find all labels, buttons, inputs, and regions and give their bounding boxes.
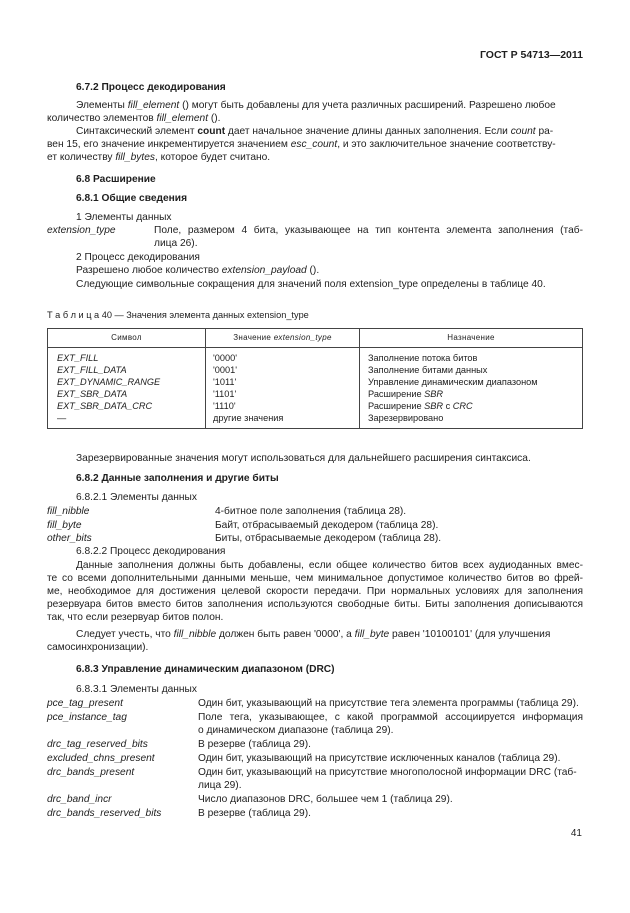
cell-value: '1110' [213, 401, 236, 411]
paragraph-reserved-values: Зарезервированные значения могут использоваться для дальнейшего расширения синтаксиса. [76, 453, 531, 464]
paragraph-count: Синтаксический элемент count дает начальное значение длины данных заполнения. Если count ра- вен 15, его значение инкрементируется значением esc_count, и это заключительное значение соответству- ет количеству fill_bytes, которое будет считано. [47, 126, 556, 163]
cell-value: другие значения [213, 413, 284, 423]
list-label-data-elements: 1 Элементы данных [76, 212, 172, 223]
section-heading-6-8-1: 6.8.1 Общие сведения [76, 193, 188, 204]
paragraph-abbreviations: Следующие символьные сокращения для значений поля extension_type определены в таблице 40. [76, 279, 546, 290]
document-page: ГОСТ Р 54713—2011 6.7.2 Процесс декодирования Элементы fill_element () могут быть добавлены для учета различных расширений. Разрешено любое количество элементов fill_element (). Синтаксический элемент count дает начальное значение длины данных заполнения. Если count ра- вен 15, его значение инкрементируется значением esc_count, и это заключительное значение соответству- ет количеству fill_bytes, которое будет считано. 6.8 Расширение 6.8.1 Общие сведения 1 Элементы данных extension_type Поле, размером 4 бита, указывающее на тип контента элемента заполнения (таб- лица 26). 2 Процесс декодирования Разрешено любое количество extension_payload (). Следующие символьные сокращения для значений поля extension_type определены в таблице 40. Т а б л и ц а 40 — Значения элемента данных extension_type Символ Значение extension_type Назначение EXT_FILL EXT_FILL_DATA EXT_DYNAMIC_RANGE EXT_SBR_DATA EXT_SBR_DATA_CRC — '0000' '0001' '1011' '1101' '1110' другие значения Заполнение потока битов Заполнение битами данных Управление динамическим диапазоном Расширение SBR Расширение SBR с CRC Зарезервировано Зарезервированные значения могут использоваться для дальнейшего расширения синтаксиса. 6.8.2 Данные заполнения и другие биты 6.8.2.1 Элементы данных fill_nibble 4-битное поле заполнения (таблица 28). fill_byte Байт, отбрасываемый декодером (таблица 28). other_bits Биты, отбрасываемые декодером (таблица 28). 6.8.2.2 Процесс декодирования Данные заполнения должны быть добавлены, если общее количество битов всех аудиоданных вмес- те со всеми дополнительными данными меньше, чем минимальное допустимое количество битов во фрей- ме, необходимое для достижения целевой скорости передачи. При нормальных условиях для заполнения резервуара битов вместо битов заполнения используются свободные биты. Биты заполнения дописываются так, что если резервуар битов полон. Следует учесть, что fill_nibble должен быть равен '0000', а fill_byte равен '10100101' (для улучшения самосинхронизации). 6.8.3 Управление динамическим диапазоном (DRC) 6.8.3.1 Элементы данных pce_tag_present Один бит, указывающий на присутствие тега элемента программы (таблица 29). pce_instance_tag Поле тега, указывающее, с какой программой ассоциируется информация о динамическом диапазоне (таблица 29). drc_tag_reserved_bits В резерве (таблица 29). excluded_chns_present Один бит, указывающий на присутствие исключенных каналов (таблица 29). drc_bands_present Один бит, указывающий на присутствие многополосной информации DRC (таб- лица 29). drc_band_incr Число диапазонов DRC, большее чем 1 (таблица 29). drc_bands_reserved_bits В резерве (таблица 29). 41 [47, 49, 583, 839]
column-header-value: Значение extension_type [206, 329, 360, 348]
table-caption: Т а б л и ц а 40 — Значения элемента данных extension_type [47, 310, 309, 320]
cell-symbol: EXT_DYNAMIC_RANGE [57, 377, 161, 387]
paragraph-fill-element: Элементы fill_element () могут быть добавлены для учета различных расширений. Разрешено любое количество элементов fill_element (). [47, 100, 556, 124]
cell-symbol: EXT_SBR_DATA [57, 389, 128, 399]
cell-value: '1101' [213, 389, 237, 399]
standard-number: ГОСТ Р 54713—2011 [479, 49, 583, 61]
cell-symbol: — [57, 413, 67, 423]
def-extension-type-line2: лица 26). [154, 238, 198, 249]
cell-purpose: Управление динамическим диапазоном [368, 377, 538, 387]
list-label-6-8-2-1: 6.8.2.1 Элементы данных [76, 492, 197, 503]
cell-symbol: EXT_FILL_DATA [57, 365, 127, 375]
list-label-6-8-3-1: 6.8.3.1 Элементы данных [76, 684, 197, 695]
cell-purpose: Заполнение битами данных [368, 365, 488, 375]
cell-symbol: EXT_FILL [57, 353, 99, 363]
table-body [48, 348, 583, 429]
list-label-decoding: 2 Процесс декодирования [76, 252, 200, 263]
term-extension-type: extension_type [47, 225, 116, 236]
cell-value: '0001' [213, 365, 237, 375]
paragraph-fill-data: Данные заполнения должны быть добавлены, если общее количество битов всех аудиоданных вмес- те со всеми дополнительными данными меньше, чем минимальное допустимое количество битов во фрей- ме, необходимое для достижения целевой скорости передачи. При нормальных условиях для заполнения резервуара битов вместо битов заполнения используются свободные биты. Биты заполнения дописываются так, что если резервуар битов полон. [47, 560, 583, 623]
column-header-purpose: Назначение [360, 329, 583, 348]
extension-type-table [47, 328, 583, 429]
section-heading-6-8: 6.8 Расширение [76, 174, 156, 185]
cell-symbol: EXT_SBR_DATA_CRC [57, 401, 153, 411]
list-label-6-8-2-2: 6.8.2.2 Процесс декодирования [76, 546, 226, 557]
cell-purpose: Заполнение потока битов [368, 353, 478, 363]
page-number: 41 [570, 828, 582, 839]
section-heading-6-8-2: 6.8.2 Данные заполнения и другие биты [76, 473, 279, 484]
column-header-symbol: Символ [48, 329, 206, 348]
cell-purpose: Зарезервировано [368, 413, 444, 423]
cell-value: '0000' [213, 353, 237, 363]
paragraph-extension-payload: Разрешено любое количество extension_payload (). [76, 265, 320, 276]
section-heading-6-8-3: 6.8.3 Управление динамическим диапазоном (DRC) [76, 664, 335, 675]
cell-value: '1011' [213, 377, 237, 387]
cell-purpose: Расширение SBR с CRC [368, 401, 473, 411]
def-extension-type-line1: Поле, размером 4 бита, указывающее на тип контента элемента заполнения (таб- [154, 225, 583, 236]
section-heading-6-7-2: 6.7.2 Процесс декодирования [76, 82, 226, 93]
paragraph-fill-values: Следует учесть, что fill_nibble должен быть равен '0000', а fill_byte равен '10100101' (для улучшения самосинхронизации). [47, 629, 551, 653]
cell-purpose: Расширение SBR [368, 389, 444, 399]
